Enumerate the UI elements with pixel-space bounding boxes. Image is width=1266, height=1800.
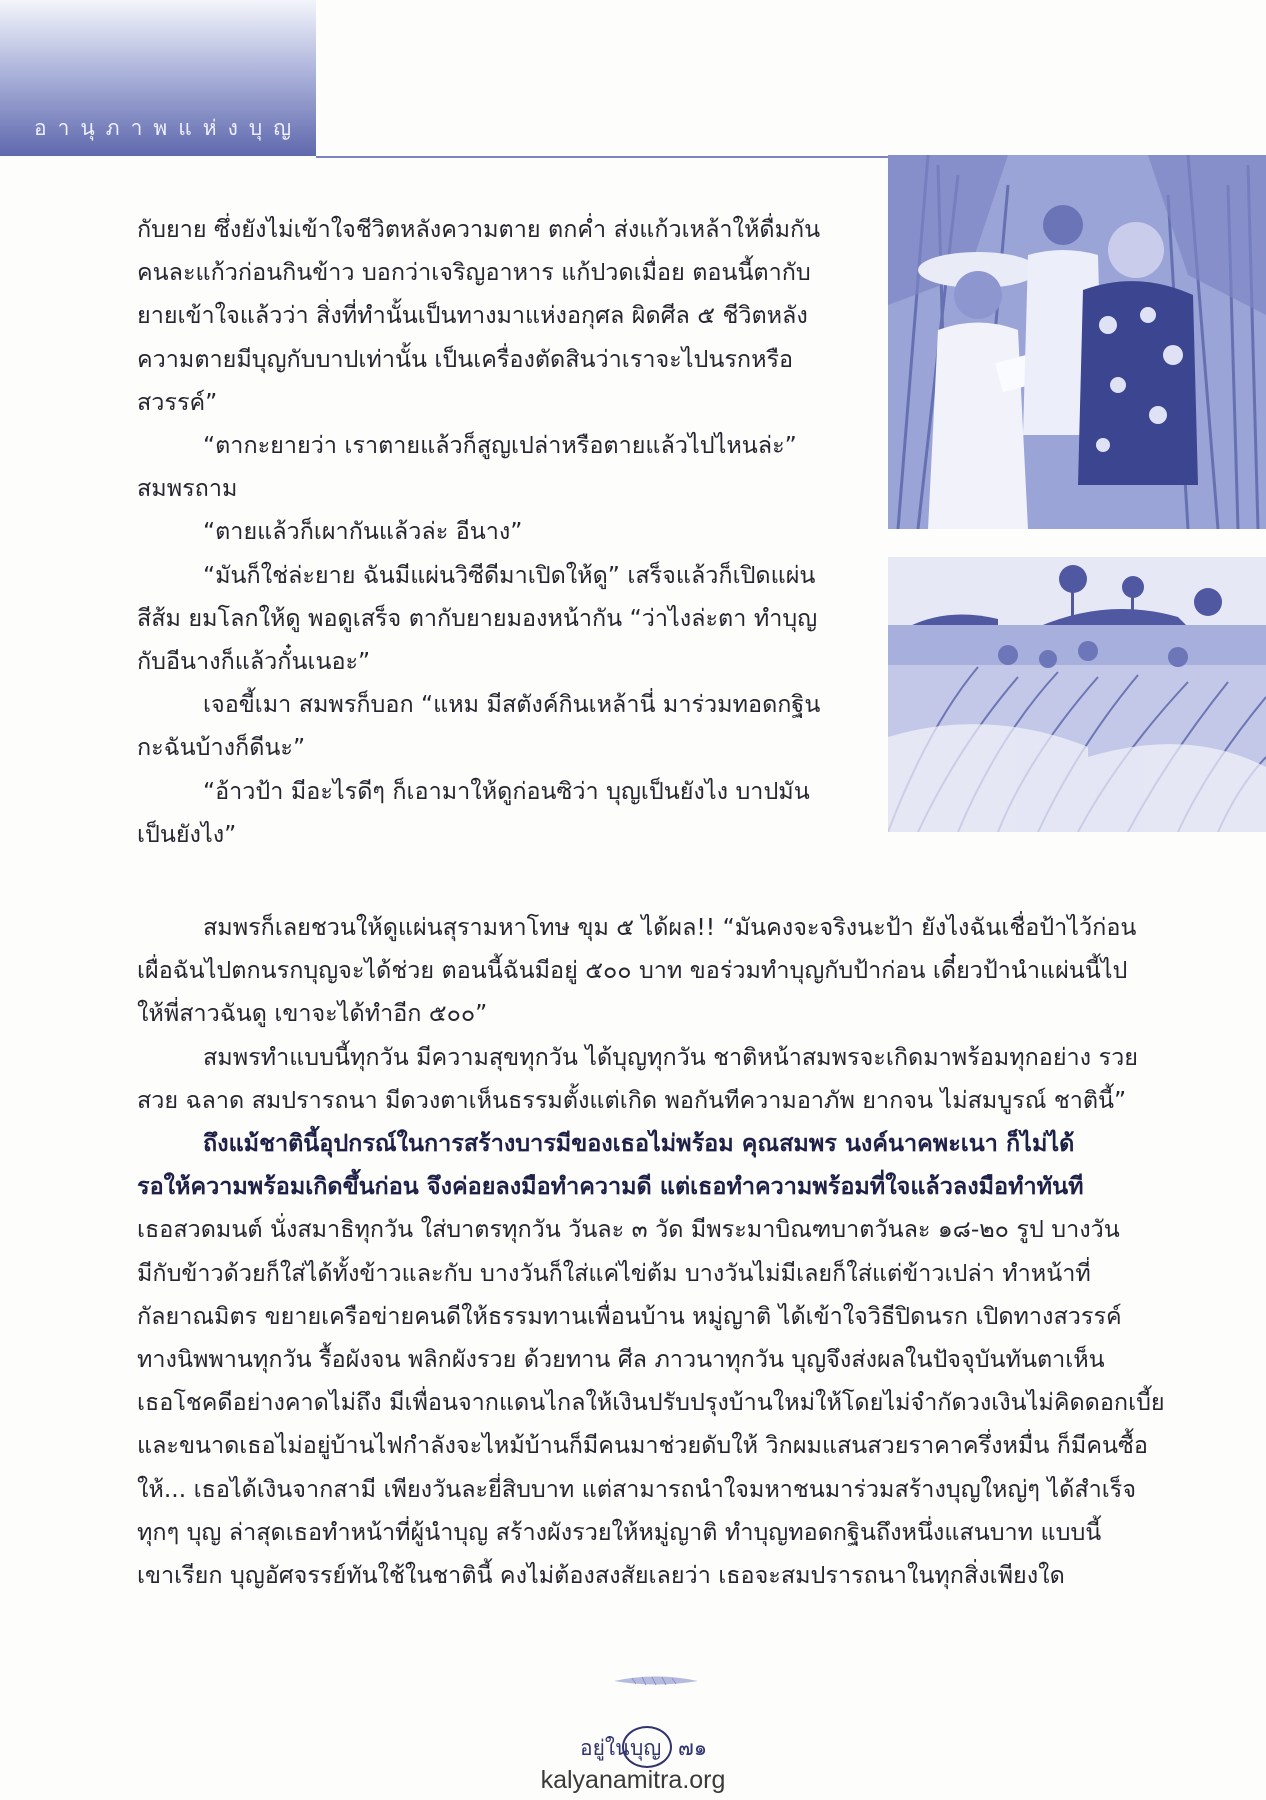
footer-logo [580,1722,730,1770]
body-line: สวย ฉลาด สมปรารถนา มีดวงตาเห็นธรรมตั้งแต่เกิด พอกันทีความอาภัพ ยากจน ไม่สมบูรณ์ ชาตินี้” [137,1085,1127,1114]
section-title: อานุภาพแห่งบุญ [34,116,303,140]
body-line: เธอสวดมนต์ นั่งสมาธิทุกวัน ใส่บาตรทุกวัน วันละ ๓ วัด มีพระมาบิณฑบาตวันละ ๑๘-๒๐ รูป บางวัน [137,1215,1120,1244]
body-line: สมพรทำแบบนี้ทุกวัน มีความสุขทุกวัน ได้บุญทุกวัน ชาติหน้าสมพรจะเกิดมาพร้อมทุกอย่าง รวย [203,1042,1138,1071]
body-line: ยายเข้าใจแล้วว่า สิ่งที่ทำนั้นเป็นทางมาแห่งอกุศล ผิดศีล ๕ ชีวิตหลัง [137,301,808,330]
body-line: ทางนิพพานทุกวัน รื้อผังจน พลิกผังรวย ด้วยทาน ศีล ภาวนาทุกวัน บุญจึงส่งผลในปัจจุบันทันตาเห็น [137,1345,1105,1374]
body-line: ทุกๆ บุญ ล่าสุดเธอทำหน้าที่ผู้นำบุญ สร้างผังรวยให้หมู่ญาติ ทำบุญทอดกฐินถึงหนึ่งแสนบาท แบบนี้ [137,1517,1102,1546]
body-line: เป็นยังไง” [137,819,237,848]
body-line: เธอโชคดีอย่างคาดไม่ถึง มีเพื่อนจากแดนไกลให้เงินปรับปรุงบ้านใหม่ให้โดยไม่จำกัดวงเงินไม่คิดดอกเบี้ย [137,1388,1165,1417]
body-line: เขาเรียก บุญอัศจรรย์ทันใช้ในชาตินี้ คงไม่ต้องสงสัยเลยว่า เธอจะสมปรารถนาในทุกสิ่งเพียงใด [137,1561,1065,1590]
body-line: สวรรค์” [137,387,218,416]
body-line: กะฉันบ้างก็ดีนะ” [137,733,306,762]
body-line: “มันก็ใช่ล่ะยาย ฉันมีแผ่นวิซีดีมาเปิดให้ดู” เสร็จแล้วก็เปิดแผ่น [203,560,816,589]
body-text-column-bottom [137,906,1167,1597]
body-line: มีกับข้าวด้วยก็ใส่ได้ทั้งข้าวและกับ บางวันก็ใส่แค่ไข่ต้ม บางวันไม่มีเลยก็ใส่แต่ข้าวเปล่า ทำหน้าที่ [137,1258,1091,1287]
body-line: สมพรก็เลยชวนให้ดูแผ่นสุรามหาโทษ ขุม ๕ ได้ผล!! “มันคงจะจริงนะป้า ยังไงฉันเชื่อป้าไว้ก่อน [203,913,1137,941]
body-line: ให้... เธอได้เงินจากสามี เพียงวันละยี่สิบบาท แต่สามารถนำใจมหาชนมาร่วมสร้างบุญใหญ่ๆ ได้สำเร็จ [137,1474,1137,1503]
body-line: และขนาดเธอไม่อยู่บ้านไฟกำลังจะไหม้บ้านก็มีคนมาช่วยดับให้ วิกผมแสนสวยราคาครึ่งหมื่น ก็มีคนซื้อ [137,1431,1148,1460]
body-line: “อ้าวป้า มีอะไรดีๆ ก็เอามาให้ดูก่อนซิว่า บุญเป็นยังไง บาปมัน [203,776,810,805]
body-line: เผื่อฉันไปตกนรกบุญจะได้ช่วย ตอนนี้ฉันมีอยู่ ๕๐๐ บาท ขอร่วมทำบุญกับป้าก่อน เดี๋ยวป้านำแผ่นนี้ไป [137,956,1128,985]
footer-logo-ring-text: บุญ [630,1736,662,1760]
body-line: เจอขี้เมา สมพรก็บอก “แหม มีสตังค์กินเหล้านี่ มาร่วมทอดกฐิน [203,690,821,719]
body-line: คนละแก้วก่อนกินข้าว บอกว่าเจริญอาหาร แก้ปวดเมื่อย ตอนนี้ตากับ [137,258,811,287]
photo-people-in-field [888,155,1266,529]
body-line: สมพรถาม [137,474,238,503]
body-line: “ตากะยายว่า เราตายแล้วก็สูญเปล่าหรือตายแล้วไปไหนล่ะ” [203,431,797,460]
site-watermark-url: kalyanamitra.org [540,1766,726,1794]
page-number: ๗๑ [678,1736,708,1760]
body-text-column-top [137,208,857,856]
body-line-emphasis: รอให้ความพร้อมเกิดขึ้นก่อน จึงค่อยลงมือทำความดี แต่เธอทำความพร้อมที่ใจแล้วลงมือทำทันที [137,1172,1084,1201]
footer-logo-prefix: อยู่ใน [580,1736,630,1760]
body-line: กับยาย ซึ่งยังไม่เข้าใจชีวิตหลังความตาย ตกค่ำ ส่งแก้วเหล้าให้ดื่มกัน [137,215,821,243]
divider-ornament [612,1674,700,1688]
body-line-emphasis: ถึงแม้ชาตินี้อุปกรณ์ในการสร้างบารมีของเธอไม่พร้อม คุณสมพร นงค์นาคพะเนา ก็ไม่ได้ [203,1129,1075,1158]
body-line: ให้พี่สาวฉันดู เขาจะได้ทำอีก ๕๐๐” [137,999,488,1028]
body-line: “ตายแล้วก็เผากันแล้วล่ะ อีนาง” [203,517,523,546]
photo-rice-harvest [888,557,1266,832]
body-line: กับอีนางก็แล้วกั๋นเนอะ” [137,647,371,676]
body-line: กัลยาณมิตร ขยายเครือข่ายคนดีให้ธรรมทานเพื่อนบ้าน หมู่ญาติ ได้เข้าใจวิธีปิดนรก เปิดทางสวรรค์ [137,1301,1122,1330]
body-line: ความตายมีบุญกับบาปเท่านั้น เป็นเครื่องตัดสินว่าเราจะไปนรกหรือ [137,344,794,373]
body-line: สีส้ม ยมโลกให้ดู พอดูเสร็จ ตากับยายมองหน้ากัน “ว่าไงล่ะตา ทำบุญ [137,603,818,632]
